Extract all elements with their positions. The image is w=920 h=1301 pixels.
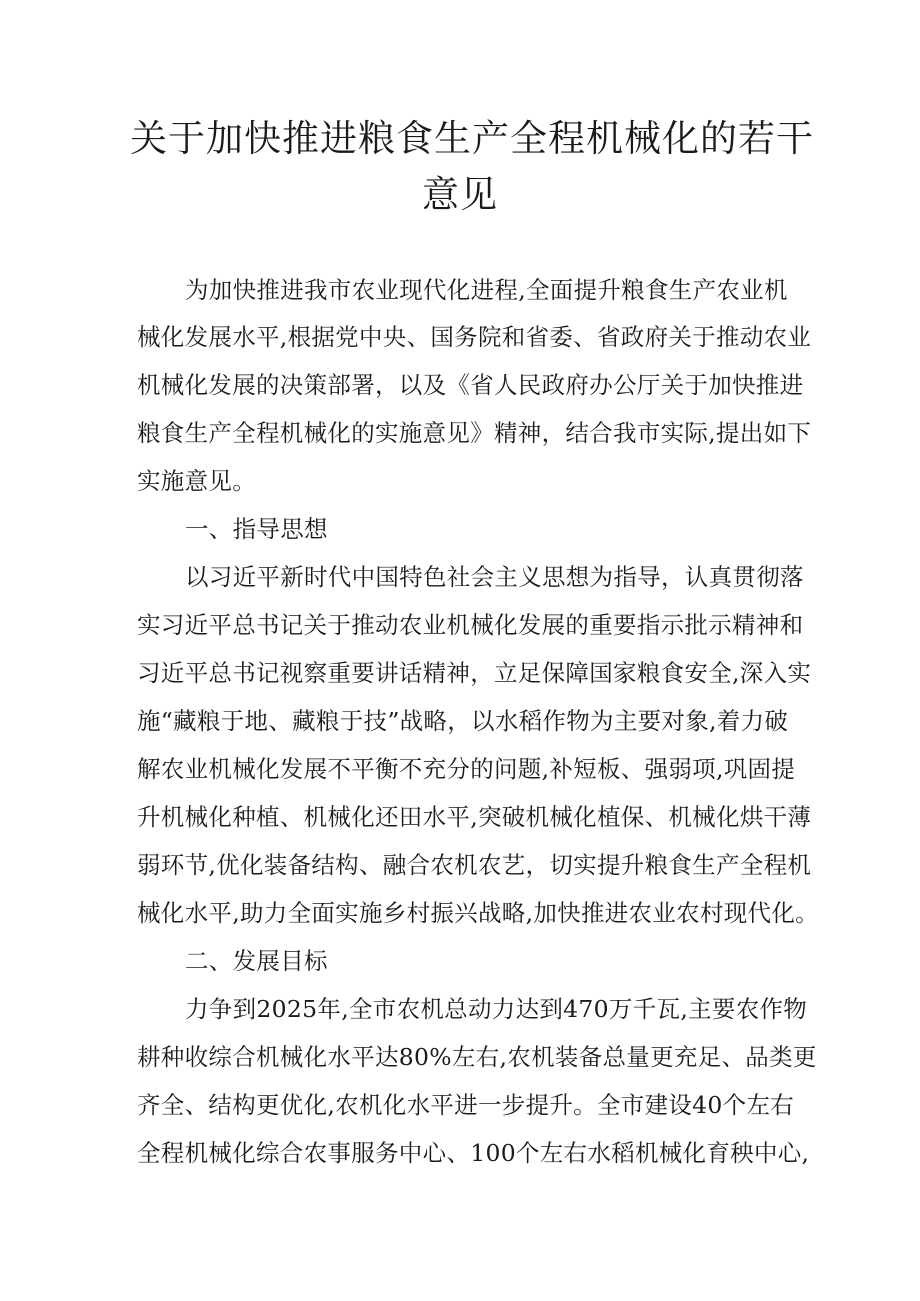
paragraph-line: 实习近平总书记关于推动农业机械化发展的重要指示批示精神和 [137, 611, 804, 639]
paragraph-line: 以习近平新时代中国特色社会主义思想为指导，认真贯彻落 [185, 563, 804, 591]
paragraph-line: 全程机械化综合农事服务中心、100个左右水稻机械化育秧中心, [137, 1139, 810, 1167]
paragraph-line: 械化发展水平,根据党中央、国务院和省委、省政府关于推动农业 [137, 323, 812, 351]
paragraph-line: 习近平总书记视察重要讲话精神，立足保障国家粮食安全,深入实 [137, 659, 812, 687]
paragraph-line: 机械化发展的决策部署，以及《省人民政府办公厅关于加快推进 [137, 371, 804, 399]
paragraph-line: 实施意见。 [137, 467, 256, 495]
paragraph-line: 粮食生产全程机械化的实施意见》精神，结合我市实际,提出如下 [137, 419, 812, 447]
section-heading: 一、指导思想 [185, 515, 328, 543]
paragraph-line: 耕种收综合机械化水平达80%左右,农机装备总量更充足、品类更 [137, 1043, 817, 1071]
paragraph-line: 械化水平,助力全面实施乡村振兴战略,加快推进农业农村现代化。 [137, 899, 819, 927]
paragraph-line: 弱环节,优化装备结构、融合农机农艺，切实提升粮食生产全程机 [137, 851, 812, 879]
paragraph-line: 齐全、结构更优化,农机化水平进一步提升。全市建设40个左右 [137, 1091, 795, 1119]
document-title-line-2: 意见 [422, 173, 498, 216]
paragraph-line: 解农业机械化发展不平衡不充分的问题,补短板、强弱项,巩固提 [137, 755, 796, 783]
paragraph-line: 为加快推进我市农业现代化进程,全面提升粮食生产农业机 [185, 276, 788, 304]
section-heading: 二、发展目标 [185, 947, 328, 975]
document-title-line-1: 关于加快推进粮食生产全程机械化的若干 [130, 117, 814, 160]
paragraph-line: 力争到2025年,全市农机总动力达到470万千瓦,主要农作物 [185, 995, 808, 1023]
paragraph-line: 升机械化种植、机械化还田水平,突破机械化植保、机械化烘干薄 [137, 803, 812, 831]
paragraph-line: 施“藏粮于地、藏粮于技”战略，以水稻作物为主要对象,着力破 [137, 707, 789, 735]
